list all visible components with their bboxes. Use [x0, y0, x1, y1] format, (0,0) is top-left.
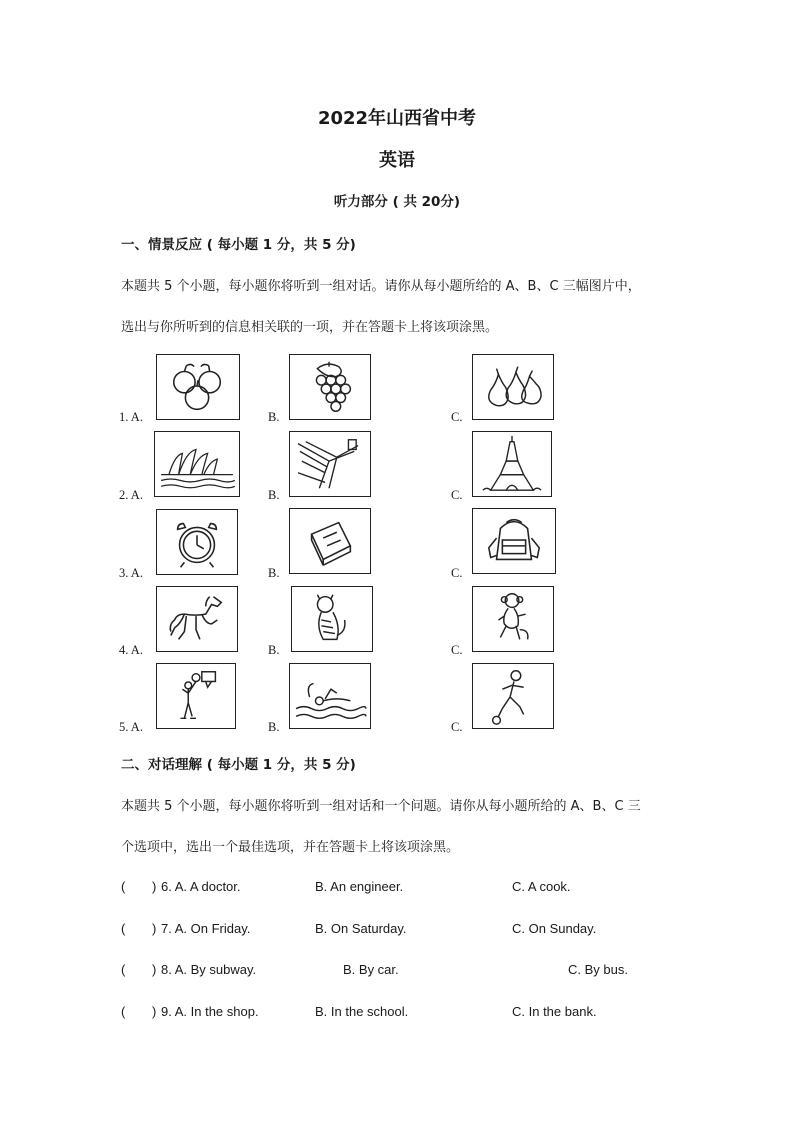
- q6-option-a[interactable]: 6. A. A doctor.: [161, 879, 241, 894]
- backpack-icon[interactable]: [472, 508, 556, 574]
- q4-b-label: B.: [268, 643, 280, 657]
- horse-icon[interactable]: [156, 586, 238, 652]
- q2-b-label: B.: [268, 488, 280, 502]
- alarm-clock-icon[interactable]: [156, 509, 238, 575]
- tiger-icon[interactable]: [291, 586, 373, 652]
- q7-close-paren: ): [152, 921, 157, 936]
- subject-title: 英语: [379, 150, 415, 171]
- q2-a-label: 2. A.: [119, 488, 143, 502]
- apples-icon[interactable]: [156, 354, 240, 420]
- soccer-player-icon[interactable]: [472, 663, 554, 729]
- q9-close-paren: ): [152, 1004, 157, 1019]
- q9-option-b[interactable]: B. In the school.: [315, 1004, 409, 1019]
- q8-close-paren: ): [152, 962, 157, 977]
- q6-close-paren: ): [152, 879, 157, 894]
- great-wall-icon[interactable]: [289, 431, 371, 497]
- q1-b-label: B.: [268, 410, 280, 424]
- q8-option-a[interactable]: 8. A. By subway.: [161, 962, 257, 977]
- q1-c-label: C.: [451, 410, 463, 424]
- section2-instruction-line2: 个选项中，选出一个最佳选项，并在答题卡上将该项涂黑。: [121, 840, 460, 855]
- q5-c-label: C.: [451, 720, 463, 734]
- q8-option-b[interactable]: B. By car.: [343, 962, 399, 977]
- q6-open-paren: (: [121, 879, 126, 894]
- q8-open-paren: (: [121, 962, 126, 977]
- q3-c-label: C.: [451, 566, 463, 580]
- eiffel-tower-icon[interactable]: [472, 431, 552, 497]
- section1-instruction-line2: 选出与你所听到的信息相关联的一项，并在答题卡上将该项涂黑。: [121, 320, 499, 335]
- section2-instruction-line1: 本题共 5 个小题，每小题你将听到一组对话和一个问题。请你从每小题所给的 A、B、C 三: [121, 799, 641, 814]
- section2-heading: 二、对话理解 ( 每小题 1 分，共 5 分): [121, 757, 356, 773]
- pears-icon[interactable]: [472, 354, 554, 420]
- exam-title: 2022年山西省中考: [317, 108, 477, 129]
- q7-option-b[interactable]: B. On Saturday.: [315, 921, 407, 936]
- q7-option-a[interactable]: 7. A. On Friday.: [161, 921, 251, 936]
- part-title: 听力部分 ( 共 20分): [333, 194, 461, 210]
- q6-option-b[interactable]: B. An engineer.: [315, 879, 404, 894]
- q6-option-c[interactable]: C. A cook.: [512, 879, 571, 894]
- q3-a-label: 3. A.: [119, 566, 143, 580]
- q4-a-label: 4. A.: [119, 643, 143, 657]
- monkey-icon[interactable]: [472, 586, 554, 652]
- basketball-player-icon[interactable]: [156, 663, 236, 729]
- section1-heading: 一、情景反应 ( 每小题 1 分，共 5 分): [121, 237, 356, 253]
- q8-option-c[interactable]: C. By bus.: [568, 962, 628, 977]
- grapes-icon[interactable]: [289, 354, 371, 420]
- q9-option-a[interactable]: 9. A. In the shop.: [161, 1004, 259, 1019]
- section1-instruction-line1: 本题共 5 个小题，每小题你将听到一组对话。请你从每小题所给的 A、B、C 三幅图片中，: [121, 279, 641, 294]
- q7-open-paren: (: [121, 921, 126, 936]
- swimmer-icon[interactable]: [289, 663, 371, 729]
- q1-a-label: 1. A.: [119, 410, 143, 424]
- q5-a-label: 5. A.: [119, 720, 143, 734]
- q3-b-label: B.: [268, 566, 280, 580]
- q9-open-paren: (: [121, 1004, 126, 1019]
- q7-option-c[interactable]: C. On Sunday.: [512, 921, 597, 936]
- q9-option-c[interactable]: C. In the bank.: [512, 1004, 597, 1019]
- sydney-opera-house-icon[interactable]: [154, 431, 240, 497]
- q5-b-label: B.: [268, 720, 280, 734]
- q4-c-label: C.: [451, 643, 463, 657]
- q2-c-label: C.: [451, 488, 463, 502]
- book-icon[interactable]: [289, 508, 371, 574]
